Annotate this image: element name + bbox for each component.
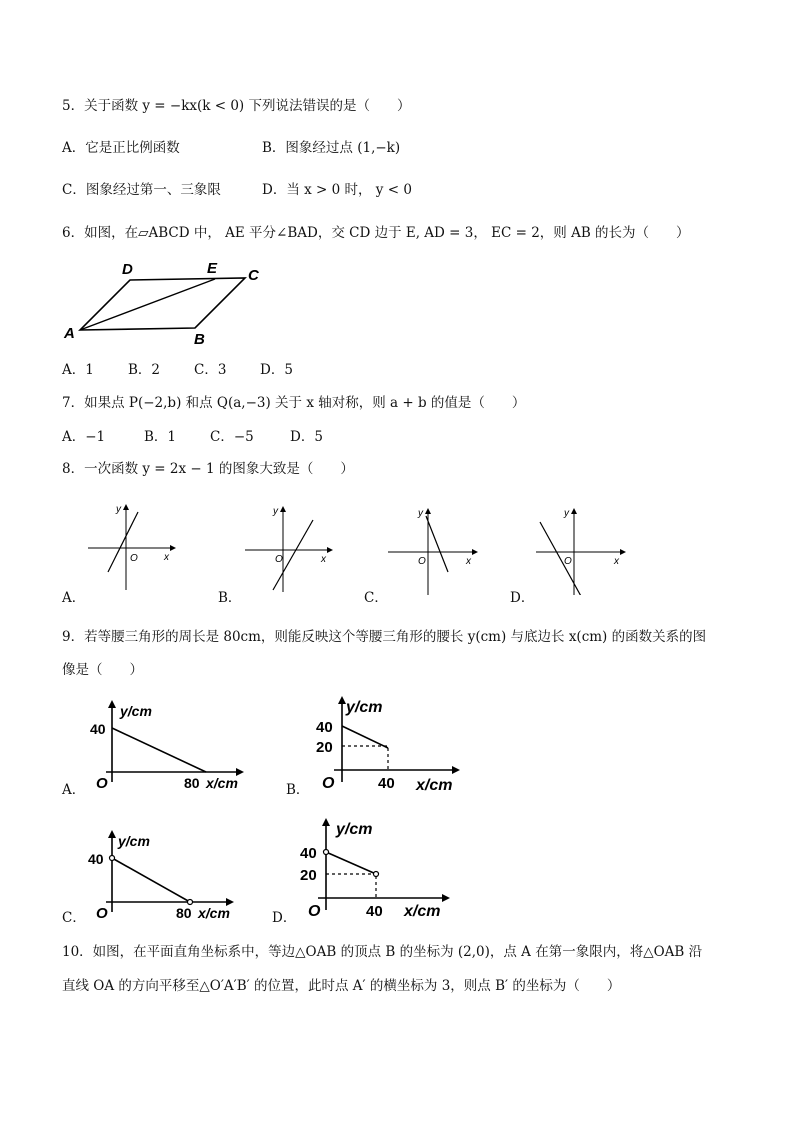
- q7-option-a: A．−1: [62, 429, 106, 445]
- svg-text:x/cm: x/cm: [404, 903, 441, 920]
- label-e: E: [207, 260, 218, 277]
- q6-option-b: B．2: [128, 362, 161, 378]
- q10-stem-line2: 直线 OA 的方向平移至△O′A′B′ 的位置，此时点 A′ 的横坐标为 3，则点 B′ 的坐标为（ ）: [62, 978, 621, 994]
- svg-text:y: y: [564, 508, 569, 519]
- svg-text:y/cm: y/cm: [346, 699, 383, 716]
- q7-option-b: B．1: [144, 429, 177, 445]
- svg-text:y/cm: y/cm: [336, 821, 373, 838]
- svg-text:x: x: [614, 556, 619, 567]
- q5-option-d: D．当 x > 0 时， y < 0: [262, 182, 412, 198]
- svg-text:x/cm: x/cm: [206, 775, 238, 790]
- q8-graph-b: [237, 500, 337, 599]
- q5-option-a: A．它是正比例函数: [62, 140, 180, 156]
- svg-text:O: O: [96, 905, 108, 920]
- q9-graph-d: [296, 812, 461, 926]
- q5-option-c: C．图象经过第一、三象限: [62, 182, 221, 198]
- svg-text:O: O: [418, 556, 426, 567]
- svg-text:y: y: [418, 508, 423, 519]
- q7-option-d: D．5: [290, 429, 323, 445]
- q5-option-b: B．图象经过点 (1,−k): [262, 140, 401, 156]
- q8-graph-c: [382, 500, 482, 599]
- segment-ae: [80, 279, 215, 330]
- q9-a-line: [112, 728, 206, 772]
- q7-option-c: C．−5: [210, 429, 254, 445]
- svg-text:x: x: [321, 554, 326, 565]
- q9-option-c: C．: [62, 910, 86, 926]
- q9-stem-line2: 像是（ ）: [62, 662, 143, 678]
- q8-stem: 8．一次函数 y = 2x − 1 的图象大致是（ ）: [62, 461, 354, 477]
- q8-option-c: C．: [364, 590, 388, 606]
- q9-b-line: [342, 726, 388, 748]
- svg-text:40: 40: [90, 721, 106, 737]
- q6-stem: 6．如图，在▱ABCD 中， AE 平分∠BAD，交 CD 边于 E, AD = 3， EC = 2，则 AB 的长为（ ）: [62, 225, 690, 241]
- q9-option-a: A．: [62, 782, 86, 798]
- svg-text:40: 40: [300, 845, 317, 862]
- svg-text:40: 40: [316, 719, 333, 736]
- label-a: A: [64, 325, 75, 342]
- svg-text:O: O: [308, 903, 321, 920]
- svg-text:O: O: [275, 554, 283, 565]
- svg-text:40: 40: [366, 903, 383, 920]
- q9-c-line: [112, 858, 190, 902]
- svg-text:40: 40: [378, 775, 395, 792]
- q9-stem-line1: 9．若等腰三角形的周长是 80cm，则能反映这个等腰三角形的腰长 y(cm) 与底边长 x(cm) 的函数关系的图: [62, 629, 707, 645]
- label-d: D: [122, 261, 133, 278]
- svg-text:y: y: [116, 504, 121, 515]
- svg-text:x/cm: x/cm: [198, 905, 230, 920]
- svg-text:O: O: [130, 553, 138, 564]
- q6-option-d: D．5: [260, 362, 293, 378]
- svg-text:O: O: [564, 556, 572, 567]
- svg-text:y/cm: y/cm: [118, 833, 150, 849]
- svg-text:x/cm: x/cm: [416, 777, 453, 794]
- q9-d-line: [326, 852, 376, 874]
- svg-text:x: x: [466, 556, 471, 567]
- q8-line-c: [426, 516, 448, 572]
- q9-option-d: D．: [272, 910, 297, 926]
- svg-text:O: O: [322, 775, 335, 792]
- svg-text:80: 80: [184, 775, 200, 790]
- svg-text:20: 20: [300, 867, 317, 884]
- q9-graph-b: [312, 690, 472, 799]
- q6-option-a: A．1: [62, 362, 94, 378]
- q7-stem: 7．如果点 P(−2,b) 和点 Q(a,−3) 关于 x 轴对称，则 a + b 的值是（ ）: [62, 395, 526, 411]
- q9-graph-a: [86, 698, 256, 794]
- q6-option-c: C．3: [194, 362, 227, 378]
- label-c: C: [248, 267, 259, 284]
- parallelogram-figure: [60, 258, 270, 348]
- q5-stem: 5．关于函数 y = −kx(k < 0) 下列说法错误的是（ ）: [62, 98, 411, 114]
- svg-text:y: y: [273, 506, 278, 517]
- svg-text:80: 80: [176, 905, 192, 920]
- label-b: B: [194, 331, 205, 348]
- q8-line-d: [540, 522, 582, 595]
- svg-text:40: 40: [88, 851, 104, 867]
- svg-text:x: x: [164, 552, 169, 563]
- q8-graph-d: [530, 500, 630, 599]
- svg-text:O: O: [96, 775, 108, 790]
- q8-graph-a: [80, 500, 180, 599]
- parallelogram-abcd: [80, 278, 245, 330]
- q8-option-a: A．: [62, 590, 86, 606]
- q9-option-b: B．: [286, 782, 310, 798]
- q8-option-b: B．: [218, 590, 242, 606]
- svg-text:20: 20: [316, 739, 333, 756]
- q8-option-d: D．: [510, 590, 535, 606]
- q9-graph-c: [86, 828, 246, 924]
- q10-stem-line1: 10．如图，在平面直角坐标系中，等边△OAB 的顶点 B 的坐标为 (2,0)，点 A 在第一象限内，将△OAB 沿: [62, 944, 703, 960]
- svg-text:y/cm: y/cm: [120, 703, 152, 719]
